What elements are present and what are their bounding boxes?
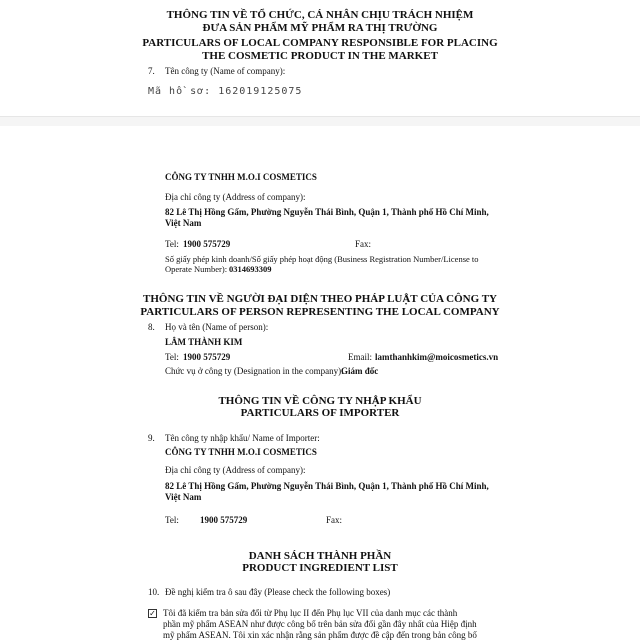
representative-email: lamthanhkim@moicosmetics.vn [375,352,499,362]
item7-label: Tên công ty (Name of company): [165,66,286,76]
ingredients-heading-vn: DANH SÁCH THÀNH PHẦN [248,550,392,562]
item7-number: 7. [148,66,155,76]
representative-tel: 1900 575729 [183,352,231,362]
importer-address-label: Địa chỉ công ty (Address of company): [165,465,306,475]
importer-fax-label: Fax: [326,515,343,525]
header-en-line1: PARTICULARS OF LOCAL COMPANY RESPONSIBLE FOR PLACING [142,37,498,49]
importer-name-label: Tên công ty nhập khẩu/ Name of Importer: [165,433,320,443]
company-fax-label: Fax: [355,239,372,249]
file-code: Mã hồ sơ: 162019125075 [148,86,303,97]
item9-number: 9. [148,433,155,443]
representative-designation-label: Chức vụ ở công ty (Designation in the company): [165,366,344,376]
ingredients-heading-en: PRODUCT INGREDIENT LIST [242,562,398,574]
company-name: CÔNG TY TNHH M.O.I COSMETICS [165,172,317,182]
representative-heading-vn: THÔNG TIN VỀ NGƯỜI ĐẠI DIỆN THEO PHÁP LUẬT CỦA CÔNG TY [143,293,497,305]
asean-confirmation-checkbox[interactable]: ✓ [149,609,156,618]
representative-designation: Giám đốc [341,366,379,376]
header-vn-line2: ĐƯA SẢN PHẨM MỸ PHẨM RA THỊ TRƯỜNG [202,22,438,34]
importer-heading-vn: THÔNG TIN VỀ CÔNG TY NHẬP KHẨU [218,395,422,407]
ingredients-text-line2: phần mỹ phẩm ASEAN như được công bố trên bản sửa đổi gần đây nhất của Hiệp định [163,619,477,629]
company-address-line1: 82 Lê Thị Hồng Gấm, Phường Nguyễn Thái Bình, Quận 1, Thành phố Hồ Chí Minh, [165,207,489,217]
representative-name-label: Họ và tên (Name of person): [165,322,269,332]
importer-heading-en: PARTICULARS OF IMPORTER [240,407,400,419]
page-separator-line [0,116,640,117]
importer-name: CÔNG TY TNHH M.O.I COSMETICS [165,447,317,457]
importer-address-line2: Việt Nam [165,492,202,502]
company-address-line2: Việt Nam [165,218,202,228]
company-license-line1: Số giấy phép kinh doanh/Số giấy phép hoạt động (Business Registration Number/License to [165,254,479,264]
ingredients-text-line1: Tôi đã kiểm tra bản sửa đổi từ Phụ lục II đến Phụ lục VII của danh mục các thành [163,608,458,618]
ingredients-check-label: Đề nghị kiểm tra ô sau đây (Please check the following boxes) [165,587,391,597]
importer-address-line1: 82 Lê Thị Hồng Gấm, Phường Nguyễn Thái Bình, Quận 1, Thành phố Hồ Chí Minh, [165,481,489,491]
company-license-label: Operate Number): [165,264,228,274]
company-tel: 1900 575729 [183,239,231,249]
company-tel-label: Tel: [165,239,179,249]
company-address-label: Địa chỉ công ty (Address of company): [165,192,306,202]
representative-name: LÂM THÀNH KIM [165,337,243,347]
header-vn-line1: THÔNG TIN VỀ TỔ CHỨC, CÁ NHÂN CHỊU TRÁCH NHIỆM [166,9,474,21]
importer-tel: 1900 575729 [200,515,248,525]
representative-heading-en: PARTICULARS OF PERSON REPRESENTING THE LOCAL COMPANY [140,306,500,318]
item8-number: 8. [148,322,155,332]
ingredients-text-line3: mỹ phẩm ASEAN. Tôi xin xác nhận rằng sản phẩm được đề cập đến trong bản công bố [163,630,477,640]
header-en-line2: THE COSMETIC PRODUCT IN THE MARKET [202,50,438,62]
importer-tel-label: Tel: [165,515,179,525]
page-separator [0,116,640,126]
representative-email-label: Email: [348,352,372,362]
company-license-number: 0314693309 [229,264,272,274]
item10-number: 10. [148,587,160,597]
representative-tel-label: Tel: [165,352,179,362]
